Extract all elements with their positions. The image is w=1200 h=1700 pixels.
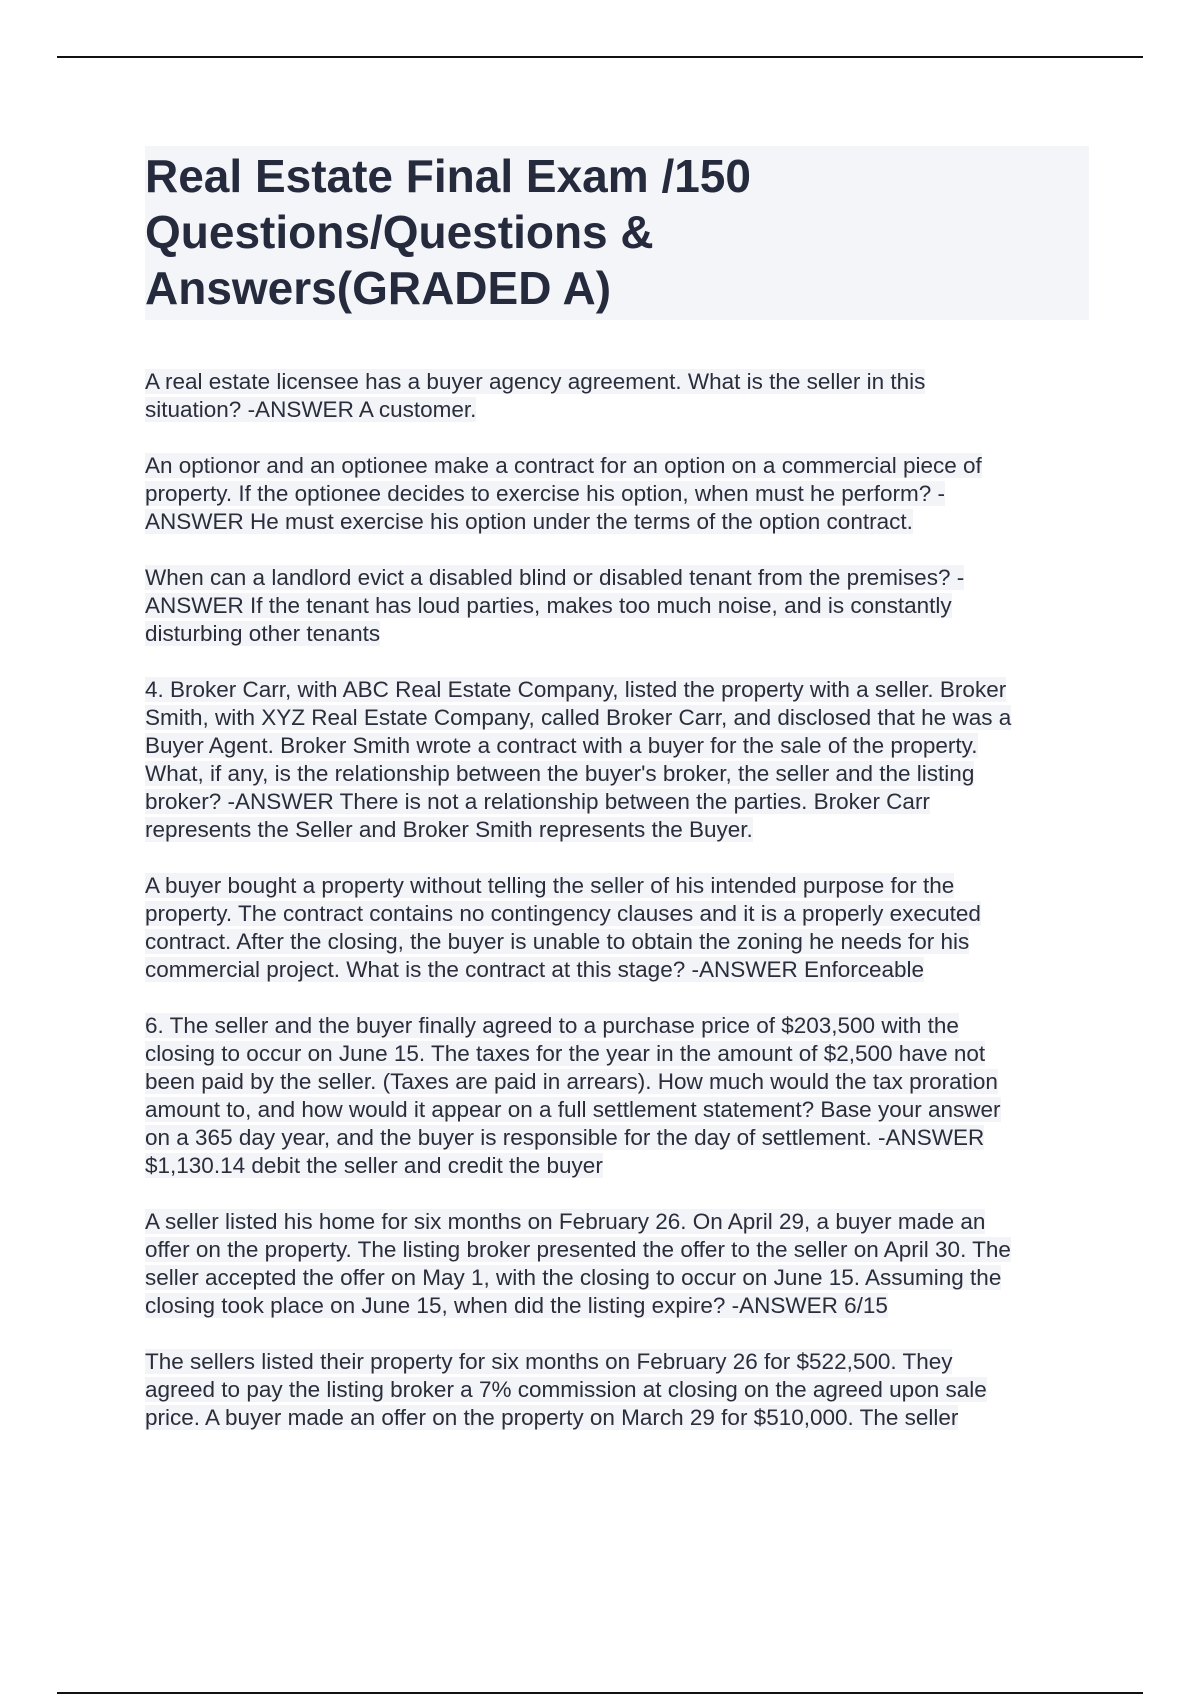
qa-entry xyxy=(145,564,1090,648)
qa-entry xyxy=(145,872,1090,984)
bottom-rule xyxy=(57,1692,1143,1694)
qa-text: 4. Broker Carr, with ABC Real Estate Company, listed the property with a seller. Broker Smith, with XYZ Real Estate Company, called Broker Carr, and disclosed that he was a Buyer Agent. Broker Smith wrote a contract with a buyer for the sale of the property. What, if any, is the relationship between the buyer's broker, the seller and the listing broker? -ANSWER There is not a relationship between the parties. Broker Carr represents the Seller and Broker Smith represents the Buyer. xyxy=(145,677,1012,842)
qa-entry xyxy=(145,1208,1090,1320)
qa-text: When can a landlord evict a disabled blind or disabled tenant from the premises? - ANSWER If the tenant has loud parties, makes too much noise, and is constantly disturbing other tenants xyxy=(145,565,965,646)
qa-entry xyxy=(145,676,1090,844)
title-line: Answers(GRADED A) xyxy=(145,262,612,314)
qa-entry xyxy=(145,1012,1090,1180)
title-line: Questions/Questions & xyxy=(145,206,654,258)
page-title xyxy=(145,146,1089,320)
qa-text: The sellers listed their property for six months on February 26 for $522,500. They agreed to pay the listing broker a 7% commission at closing on the agreed upon sale price. A buyer made an offer on the property on March 29 for $510,000. The seller xyxy=(145,1349,987,1430)
qa-text: A seller listed his home for six months on February 26. On April 29, a buyer made an offer on the property. The listing broker presented the offer to the seller on April 30. The seller accepted the offer on May 1, with the closing to occur on June 15. Assuming the closing took place on June 15, when did the listing expire? -ANSWER 6/15 xyxy=(145,1209,1011,1318)
qa-entry xyxy=(145,1348,1090,1432)
qa-list xyxy=(145,368,1090,1460)
qa-text: An optionor and an optionee make a contract for an option on a commercial piece of property. If the optionee decides to exercise his option, when must he perform? - ANSWER He must exercise his option under the terms of the option contract. xyxy=(145,453,982,534)
qa-text: A buyer bought a property without telling the seller of his intended purpose for the property. The contract contains no contingency clauses and it is a properly executed contract. After the closing, the buyer is unable to obtain the zoning he needs for his commercial project. What is the contract at this stage? -ANSWER Enforceable xyxy=(145,873,981,982)
qa-text: 6. The seller and the buyer finally agreed to a purchase price of $203,500 with the closing to occur on June 15. The taxes for the year in the amount of $2,500 have not been paid by the seller. (Taxes are paid in arrears). How much would the tax proration amount to, and how would it appear on a full settlement statement? Base your answer on a 365 day year, and the buyer is responsible for the day of settlement. -ANSWER $1,130.14 debit the seller and credit the buyer xyxy=(145,1013,1001,1178)
qa-entry xyxy=(145,368,1090,424)
qa-text: A real estate licensee has a buyer agency agreement. What is the seller in this situation? -ANSWER A customer. xyxy=(145,369,926,422)
top-rule xyxy=(57,56,1143,58)
title-block xyxy=(145,146,1089,320)
title-line: Real Estate Final Exam /150 xyxy=(145,150,751,202)
qa-entry xyxy=(145,452,1090,536)
